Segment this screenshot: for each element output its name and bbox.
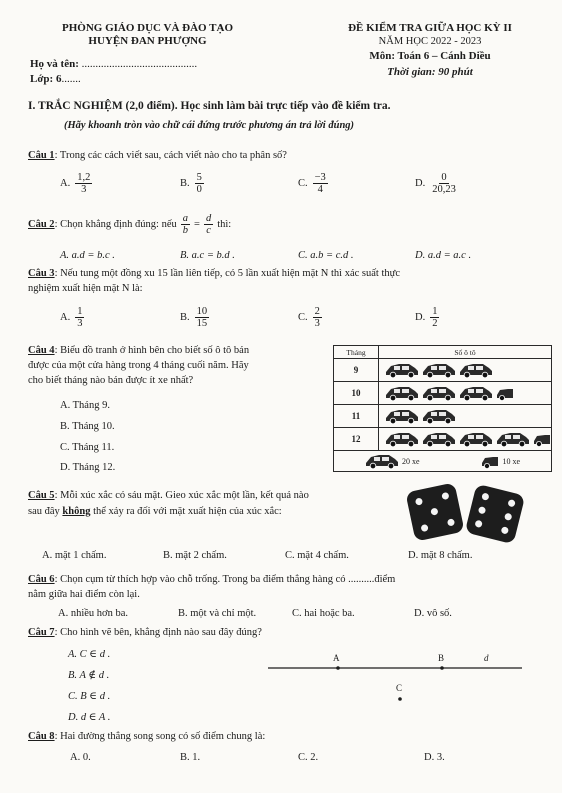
denominator: 20,23 <box>432 184 456 196</box>
class-label: Lớp: 6 <box>30 73 62 85</box>
numerator: 1 <box>432 306 438 317</box>
department-name: PHÒNG GIÁO DỤC VÀ ĐÀO TẠO <box>61 22 234 34</box>
numerator: 0 <box>441 172 447 183</box>
q3-option-d-letter: D. <box>415 312 426 324</box>
point-c-label: C <box>396 683 403 693</box>
car-icon <box>422 385 456 402</box>
legend-full-label: 20 xe <box>401 456 420 466</box>
question-6-stem-line2: nằm giữa hai điểm còn lại. <box>28 589 140 600</box>
pictogram-row-9 <box>379 359 552 382</box>
q2-option-c[interactable]: C. a.b = c.d . <box>298 250 354 261</box>
question-1-text <box>28 150 287 161</box>
subject: Môn: Toán 6 – Cánh Diều <box>369 50 491 62</box>
car-icons <box>379 385 551 402</box>
question-5-stem: : Mỗi xúc xắc có sáu mặt. Gieo xúc xắc một lần, kết quả nào <box>54 490 309 501</box>
q3-option-c[interactable] <box>298 306 322 329</box>
question-2-stem-end: thì: <box>217 219 232 231</box>
denominator: b <box>182 225 189 237</box>
question-8-text <box>28 731 265 742</box>
q4-option-a[interactable]: A. Tháng 9. <box>60 400 110 411</box>
car-icon <box>459 385 493 402</box>
legend-half-label: 10 xe <box>502 456 521 466</box>
car-icons <box>379 431 551 448</box>
q2-option-d[interactable]: D. a.d = a.c . <box>415 250 472 261</box>
pictogram-month-9: 9 <box>334 359 379 382</box>
question-7-stem: : Cho hình vẽ bên, khẳng định nào sau đây đúng? <box>54 627 262 638</box>
numerator: 10 <box>196 306 208 317</box>
q8-option-c[interactable]: C. 2. <box>298 752 319 763</box>
question-6-label: Câu 6 <box>28 574 55 585</box>
q5-option-a[interactable]: A. mặt 1 chấm. <box>42 550 107 561</box>
student-name-field <box>30 58 197 70</box>
name-dots: .......................................... <box>81 58 198 70</box>
q3-option-a-letter: A. <box>60 312 71 324</box>
q4-option-b[interactable]: B. Tháng 10. <box>60 421 115 432</box>
denominator: 2 <box>432 318 438 330</box>
car-icon <box>422 431 456 448</box>
car-icon <box>459 431 493 448</box>
question-5-label: Câu 5 <box>28 490 55 501</box>
question-3-stem-line2: nghiệm xuất hiện mặt N là: <box>28 283 143 294</box>
q1-option-a-fraction <box>75 172 92 195</box>
q8-option-b[interactable]: B. 1. <box>180 752 201 763</box>
question-5-stem-line2 <box>28 506 282 517</box>
stem-part: sau đây <box>28 506 63 517</box>
point-b-label: B <box>438 653 445 663</box>
q1-option-d[interactable] <box>415 172 458 195</box>
exam-title: ĐỀ KIỂM TRA GIỮA HỌC KỲ II <box>348 22 512 34</box>
numerator: 1,2 <box>77 172 91 183</box>
district-name: HUYỆN ĐAN PHƯỢNG <box>88 35 207 47</box>
point-b-dot <box>440 666 444 670</box>
q5-option-b[interactable]: B. mặt 2 chấm. <box>163 550 227 561</box>
car-icon <box>496 431 530 448</box>
q1-option-d-letter: D. <box>415 178 426 190</box>
q3-option-a-fraction <box>75 306 84 329</box>
pictogram-month-11: 11 <box>334 405 379 428</box>
car-icon <box>422 408 456 425</box>
question-8-label: Câu 8 <box>28 731 55 742</box>
q1-option-c-letter: C. <box>298 178 308 190</box>
stem-part: thể xảy ra đối với mặt xuất hiện của xúc xắc: <box>90 506 282 517</box>
half-car-icon <box>533 431 551 448</box>
q3-option-d[interactable] <box>415 306 439 329</box>
q3-option-b-letter: B. <box>180 312 190 324</box>
denominator: 3 <box>314 318 320 330</box>
emphasis-not: không <box>62 506 91 517</box>
car-icon <box>459 362 493 379</box>
q6-option-b[interactable]: B. một và chỉ một. <box>178 608 257 619</box>
q2-fraction-right <box>204 213 213 236</box>
q3-option-a[interactable] <box>60 306 84 329</box>
car-icon <box>385 362 419 379</box>
q3-option-d-fraction <box>430 306 439 329</box>
car-sales-pictogram <box>333 345 552 472</box>
question-2-text <box>28 213 231 236</box>
q1-option-d-fraction <box>430 172 458 195</box>
q3-option-c-fraction <box>313 306 322 329</box>
line-d-label: d <box>484 653 489 663</box>
question-4-stem: : Biểu đồ tranh ở hình bên cho biết số ô tô bán <box>54 345 250 356</box>
numerator: −3 <box>314 172 326 183</box>
q6-option-c[interactable]: C. hai hoặc ba. <box>292 608 355 619</box>
q5-option-c[interactable]: C. mặt 4 chấm. <box>285 550 349 561</box>
q3-option-b[interactable] <box>180 306 209 329</box>
numerator: 5 <box>196 172 202 183</box>
q8-option-d[interactable]: D. 3. <box>424 752 445 763</box>
section-title: I. TRẮC NGHIỆM (2,0 điểm). Học sinh làm bài trực tiếp vào đề kiểm tra. <box>28 100 391 112</box>
pictogram-month-10: 10 <box>334 382 379 405</box>
point-c-dot <box>398 697 402 701</box>
question-3-label: Câu 3 <box>28 268 55 279</box>
car-icon <box>385 408 419 425</box>
question-6-text <box>28 574 395 585</box>
pictogram-row-12 <box>379 428 552 451</box>
car-icons <box>379 362 551 379</box>
q2-option-b[interactable]: B. a.c = b.d . <box>180 250 235 261</box>
q7-option-c[interactable]: C. B ∈ d . <box>68 691 111 702</box>
numerator: 2 <box>314 306 320 317</box>
question-7-text <box>28 627 262 638</box>
q3-option-b-fraction <box>195 306 210 329</box>
q7-option-b[interactable]: B. A ∉ d . <box>68 670 110 681</box>
q6-option-a[interactable]: A. nhiều hơn ba. <box>58 608 128 619</box>
car-icons <box>379 408 551 425</box>
denominator: 0 <box>196 184 202 196</box>
denominator: c <box>206 225 211 237</box>
question-3-stem: : Nếu tung một đồng xu 15 lần liên tiếp, có 5 lần xuất hiện mặt N thì xác suất thực <box>54 268 400 279</box>
equals-sign: = <box>194 219 200 231</box>
point-a-dot <box>336 666 340 670</box>
q1-option-a[interactable] <box>60 172 92 195</box>
exam-time: Thời gian: 90 phút <box>387 66 473 78</box>
question-8-stem: : Hai đường thẳng song song có số điểm chung là: <box>54 731 266 742</box>
pictogram-month-12: 12 <box>334 428 379 451</box>
half-car-icon <box>496 385 514 402</box>
name-label: Họ và tên: <box>30 58 79 70</box>
question-4-stem-line3: cho biết tháng nào bán được ít xe nhất? <box>28 375 194 386</box>
q3-option-c-letter: C. <box>298 312 308 324</box>
numerator: 1 <box>77 306 83 317</box>
q8-option-a[interactable]: A. 0. <box>70 752 91 763</box>
question-6-stem: : Chọn cụm từ thích hợp vào chỗ trống. Trong ba điểm thẳng hàng có ..........điểm <box>54 574 396 585</box>
dice-icon <box>405 482 464 541</box>
question-1-stem: : Trong các cách viết sau, cách viết nào cho ta phân số? <box>54 150 287 161</box>
q1-option-b-fraction <box>195 172 204 195</box>
q4-option-d[interactable]: D. Tháng 12. <box>60 462 116 473</box>
pictogram-legend <box>334 451 552 472</box>
class-field <box>30 73 81 85</box>
denominator: 15 <box>196 318 208 330</box>
numerator: a <box>182 213 189 224</box>
car-icon <box>385 385 419 402</box>
section-instruction: (Hãy khoanh tròn vào chữ cái đứng trước phương án trả lời đúng) <box>64 120 355 131</box>
q5-option-d[interactable]: D. mặt 8 chấm. <box>408 550 473 561</box>
q1-option-c[interactable] <box>298 172 328 195</box>
pictogram-header-cars: Số ô tô <box>379 346 552 359</box>
school-year: NĂM HỌC 2022 - 2023 <box>378 36 482 47</box>
pictogram-row-10 <box>379 382 552 405</box>
q2-fraction-left <box>181 213 190 236</box>
q1-option-b[interactable] <box>180 172 204 195</box>
question-4-stem-line2: được của một cửa hàng trong 4 tháng cuối năm. Hãy <box>28 360 249 371</box>
q7-option-a[interactable]: A. C ∈ d . <box>68 649 111 660</box>
point-a-label: A <box>333 653 340 663</box>
car-icon <box>365 453 399 470</box>
question-1-label: Câu 1 <box>28 150 55 161</box>
q4-option-c[interactable]: C. Tháng 11. <box>60 442 115 453</box>
car-icon <box>422 362 456 379</box>
class-dots: ....... <box>61 73 81 85</box>
q1-option-a-letter: A. <box>60 178 71 190</box>
question-2-stem: : Chọn khẳng định đúng: nếu <box>54 219 177 231</box>
question-2-label: Câu 2 <box>28 219 55 231</box>
pictogram-header-month: Tháng <box>334 346 379 359</box>
q1-option-c-fraction <box>313 172 328 195</box>
question-4-text <box>28 345 249 356</box>
car-icon <box>385 431 419 448</box>
q1-option-b-letter: B. <box>180 178 190 190</box>
pictogram-row-11 <box>379 405 552 428</box>
dice-icon <box>465 484 526 545</box>
denominator: 3 <box>77 318 83 330</box>
q6-option-d[interactable]: D. vô số. <box>414 608 452 619</box>
denominator: 3 <box>81 184 87 196</box>
question-7-label: Câu 7 <box>28 627 55 638</box>
q2-option-a[interactable]: A. a.d = b.c . <box>60 250 115 261</box>
question-3-text <box>28 268 400 279</box>
half-car-icon <box>481 453 499 470</box>
denominator: 4 <box>317 184 323 196</box>
question-5-text <box>28 490 309 501</box>
numerator: d <box>205 213 212 224</box>
q7-option-d[interactable]: D. d ∈ A . <box>68 712 111 723</box>
question-4-label: Câu 4 <box>28 345 55 356</box>
